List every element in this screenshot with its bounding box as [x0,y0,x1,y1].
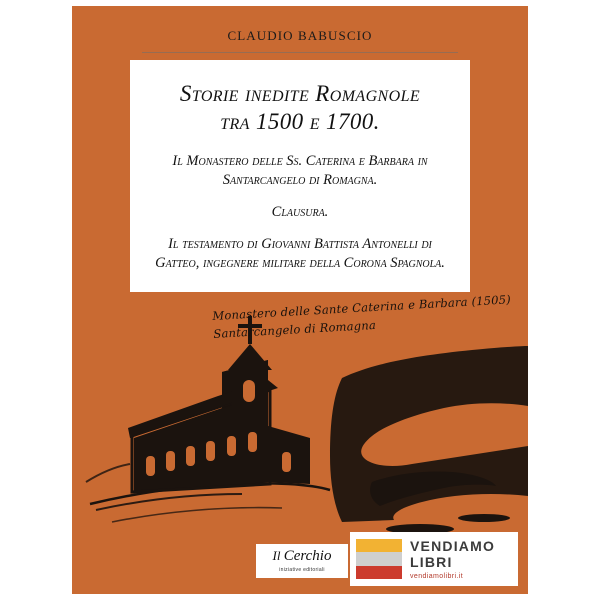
author-name: CLAUDIO BABUSCIO [227,28,373,43]
handwritten-caption-line2: Santarcangelo di Romagna [213,317,377,341]
publisher-name [273,549,332,564]
vendiamo-libri-watermark [350,532,518,586]
subtitle-testamento: Il testamento di Giovanni Battista Antonelli di Gatteo, ingegnere militare della Corona Spagnola. [155,235,445,271]
book-page [72,6,528,594]
title-panel [130,60,470,292]
publisher-name-main: Cerchio [283,548,332,564]
publisher-name-prefix: Il [272,548,284,563]
publisher-logo [256,544,348,578]
handwritten-caption-line1: Monastero delle Sante Caterina e Barbara (1505) [212,292,512,323]
watermark-url: vendiamolibri.it [410,573,464,581]
watermark-line2: LIBRI [410,554,453,570]
book-title-line2: tra 1500 e 1700. [220,109,380,135]
watermark-line1: VENDIAMO [410,537,496,554]
subtitle-clausura: Clausura. [271,203,329,220]
flag-icon [356,539,402,579]
book-title-line1: Storie inedite Romagnole [179,81,421,106]
subtitle-monastero: Il Monastero delle Ss. Caterina e Barbara in Santarcangelo di Romagna. [172,153,428,188]
divider-rule [142,52,458,53]
publisher-tagline: iniziative editoriali [279,567,325,573]
watermark-text [410,538,495,580]
book-title [146,80,454,136]
